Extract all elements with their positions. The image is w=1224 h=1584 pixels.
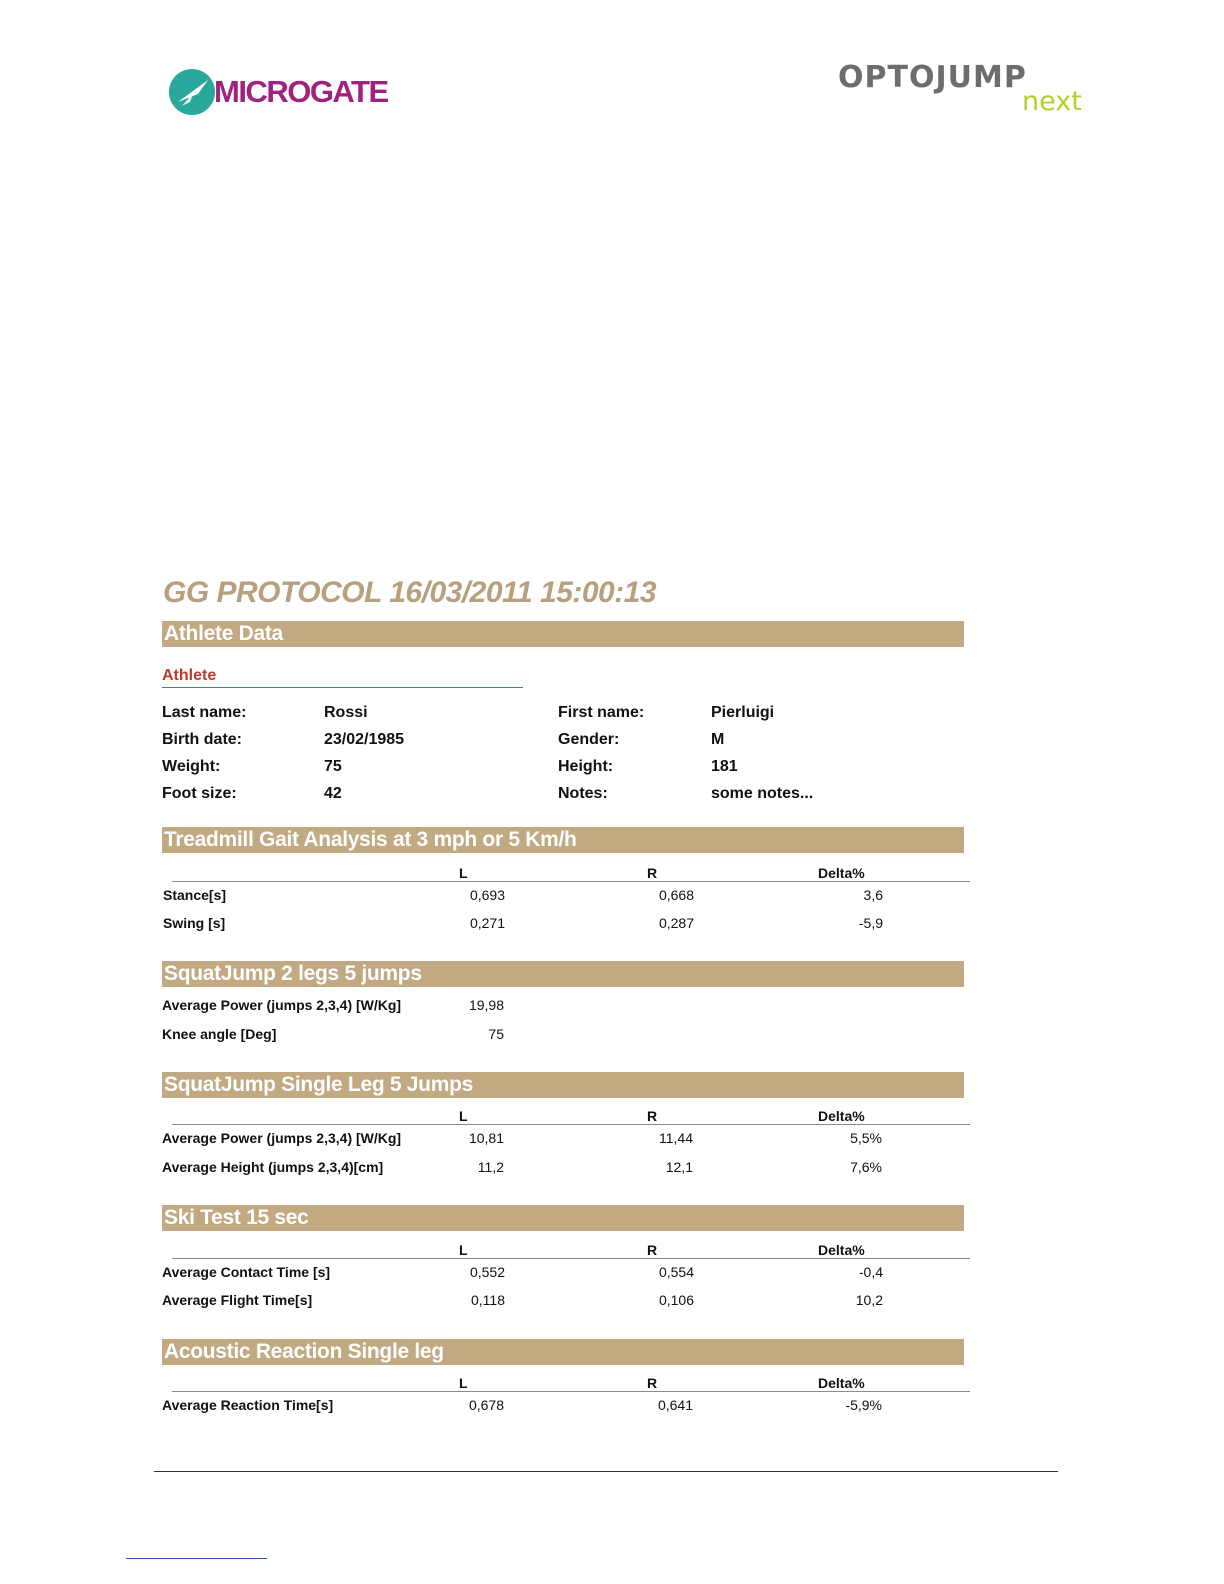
field-value: M [711,731,725,748]
row-label: Average Power (jumps 2,3,4) [W/Kg] [162,1130,402,1146]
cell-r: 0,287 [658,915,694,931]
field-value: Pierluigi [711,704,775,721]
footer-link-underline[interactable] [126,1558,267,1559]
optojump-logo-text: OPTOJUMP [838,60,1027,95]
column-header-r: R [647,1108,658,1124]
section-bar-ski-test [162,1205,964,1231]
row-label: Average Flight Time[s] [162,1292,313,1308]
table-divider [172,1124,970,1125]
column-header-r: R [647,1375,658,1391]
row-label: Swing [s] [163,915,226,931]
cell-delta: 7,6% [850,1159,882,1175]
field-value: 42 [324,785,342,802]
field-value: some notes... [711,785,814,802]
section-bar-squatjump-single-leg [162,1072,964,1098]
row-label: Average Reaction Time[s] [162,1397,334,1413]
optojump-logo-sub: next [1022,86,1082,117]
column-header-r: R [647,865,658,881]
cell-r: 0,106 [658,1292,694,1308]
row-label: Knee angle [Deg] [162,1026,277,1042]
protocol-title: GG PROTOCOL 16/03/2011 15:00:13 [163,576,657,609]
section-bar-squatjump-2-legs [162,961,964,987]
section-title: Treadmill Gait Analysis at 3 mph or 5 Km/h [164,828,577,851]
column-header-r: R [647,1242,658,1258]
cell-l: 11,2 [477,1159,504,1175]
cell-delta: 3,6 [863,887,883,903]
section-title: Ski Test 15 sec [164,1206,309,1229]
cell-l: 10,81 [468,1130,504,1146]
cell-l: 0,693 [469,887,505,903]
footer-divider [154,1471,1058,1472]
section-bar-acoustic-reaction [162,1339,964,1365]
cell-value: 75 [488,1026,504,1042]
field-value: 75 [324,758,342,775]
section-bar-athlete-data [162,621,964,647]
athlete-underline [162,687,523,688]
field-label: Gender: [558,731,620,748]
field-value: 23/02/1985 [324,731,405,748]
cell-r: 11,44 [659,1130,693,1146]
field-label: Foot size: [162,785,237,802]
column-header-delta: Delta% [818,1242,865,1258]
column-header-l: L [459,1242,468,1258]
cell-l: 0,552 [469,1264,505,1280]
microgate-logo [168,66,388,118]
microgate-logo-text: MICROGATE [214,74,388,109]
column-header-l: L [459,1108,468,1124]
cell-delta: -0,4 [858,1264,883,1280]
field-label: Weight: [162,758,221,775]
field-label: First name: [558,704,645,721]
table-divider [172,881,970,882]
section-bar-treadmill [162,827,964,853]
table-divider [172,1258,970,1259]
row-label: Stance[s] [163,887,227,903]
section-title: SquatJump Single Leg 5 Jumps [164,1073,473,1096]
section-title: Acoustic Reaction Single leg [164,1340,444,1363]
cell-l: 0,271 [469,915,505,931]
cell-r: 0,668 [658,887,694,903]
cell-delta: -5,9% [845,1397,882,1413]
field-label: Birth date: [162,731,242,748]
field-label: Height: [558,758,614,775]
row-label: Average Contact Time [s] [162,1264,331,1280]
column-header-delta: Delta% [818,1375,865,1391]
athlete-subheading: Athlete [162,667,217,684]
cell-l: 0,118 [471,1292,505,1308]
field-label: Last name: [162,704,247,721]
column-header-l: L [459,865,468,881]
microgate-emblem-icon [168,68,216,116]
section-title: SquatJump 2 legs 5 jumps [164,962,422,985]
column-header-delta: Delta% [818,865,865,881]
field-value: Rossi [324,704,368,721]
cell-l: 0,678 [468,1397,504,1413]
cell-r: 12,1 [665,1159,693,1175]
column-header-delta: Delta% [818,1108,865,1124]
cell-delta: 5,5% [850,1130,882,1146]
cell-value: 19,98 [468,997,504,1013]
table-divider [172,1391,970,1392]
column-header-l: L [459,1375,468,1391]
field-value: 181 [711,758,738,775]
cell-r: 0,641 [657,1397,693,1413]
row-label: Average Power (jumps 2,3,4) [W/Kg] [162,997,402,1013]
field-label: Notes: [558,785,608,802]
cell-delta: 10,2 [855,1292,883,1308]
row-label: Average Height (jumps 2,3,4)[cm] [162,1159,384,1175]
optojump-logo [838,60,1088,118]
cell-delta: -5,9 [858,915,883,931]
cell-r: 0,554 [658,1264,694,1280]
section-title: Athlete Data [164,622,283,645]
